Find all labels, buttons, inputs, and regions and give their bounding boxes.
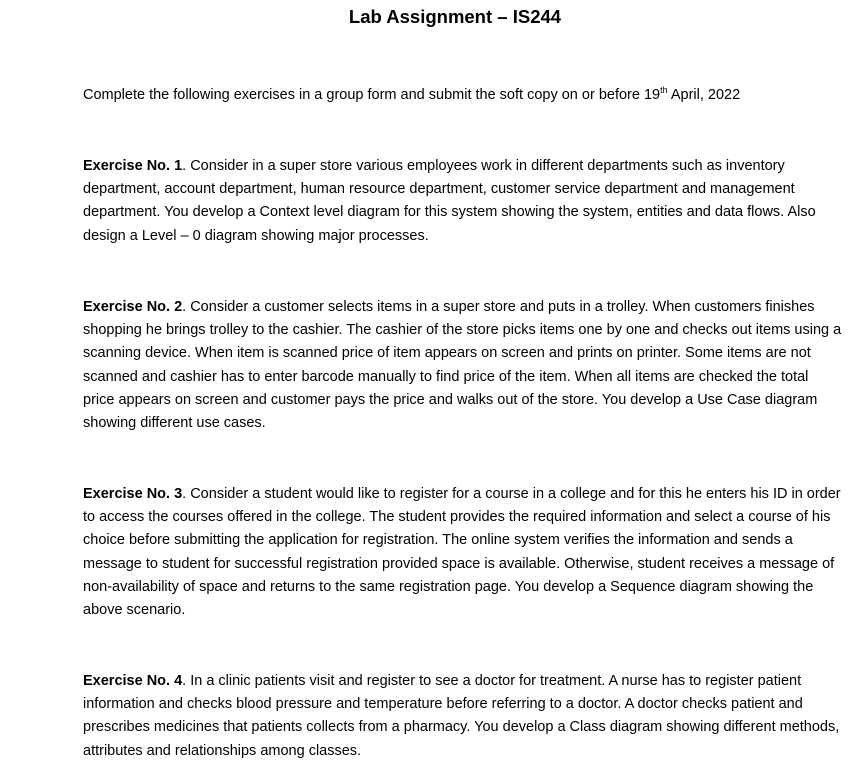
intro-date-superscript: th	[660, 85, 668, 96]
exercise-1-label: Exercise No. 1	[83, 158, 183, 174]
exercise-1-text: . Consider in a super store various employees work in different departments such as inventory department, account department, human resource department, customer service department and management department. You develop a Context level diagram for this system showing the system, entities and data flows. Also design a Level – 0 diagram showing major processes.	[83, 158, 816, 244]
exercise-2-text: . Consider a customer selects items in a super store and puts in a trolley. When customers finishes shopping he brings trolley to the cashier. The cashier of the store picks items one by one and checks out items using a scanning device. When item is scanned price of item appears on screen and prints on printer. Some items are not scanned and cashier has to enter barcode manually to find price of the item. When all items are checked the total price appears on screen and customer pays the price and walks out of the store. You develop a Use Case diagram showing different use cases.	[83, 299, 842, 432]
document-title: Lab Assignment – IS244	[348, 6, 562, 27]
exercise-3-paragraph	[83, 483, 843, 622]
exercise-2-label: Exercise No. 2	[83, 299, 183, 315]
exercise-4-label: Exercise No. 4	[83, 673, 183, 689]
exercise-2-paragraph	[83, 296, 843, 435]
exercise-3-text: . Consider a student would like to register for a course in a college and for this he enters his ID in order to access the courses offered in the college. The student provides the required information and select a course of his choice before submitting the application for registration. The online system verifies the information and sends a message to student for successful registration provided space is available. Otherwise, student receives a message of non-availability of space and returns to the same registration page. You develop a Sequence diagram showing the above scenario.	[83, 486, 841, 619]
intro-text-after: April, 2022	[667, 87, 741, 103]
exercise-1-paragraph	[83, 155, 843, 248]
intro-paragraph	[83, 84, 843, 107]
exercise-4-paragraph	[83, 670, 843, 763]
intro-text-before: Complete the following exercises in a group form and submit the soft copy on or before 19	[83, 87, 661, 103]
exercise-4-text: . In a clinic patients visit and register to see a doctor for treatment. A nurse has to register patient information and checks blood pressure and temperature before referring to a doctor. A doctor checks patient and prescribes medicines that patients collects from a pharmacy. You develop a Class diagram showing different methods, attributes and relationships among classes.	[83, 673, 840, 759]
exercise-3-label: Exercise No. 3	[83, 486, 183, 502]
